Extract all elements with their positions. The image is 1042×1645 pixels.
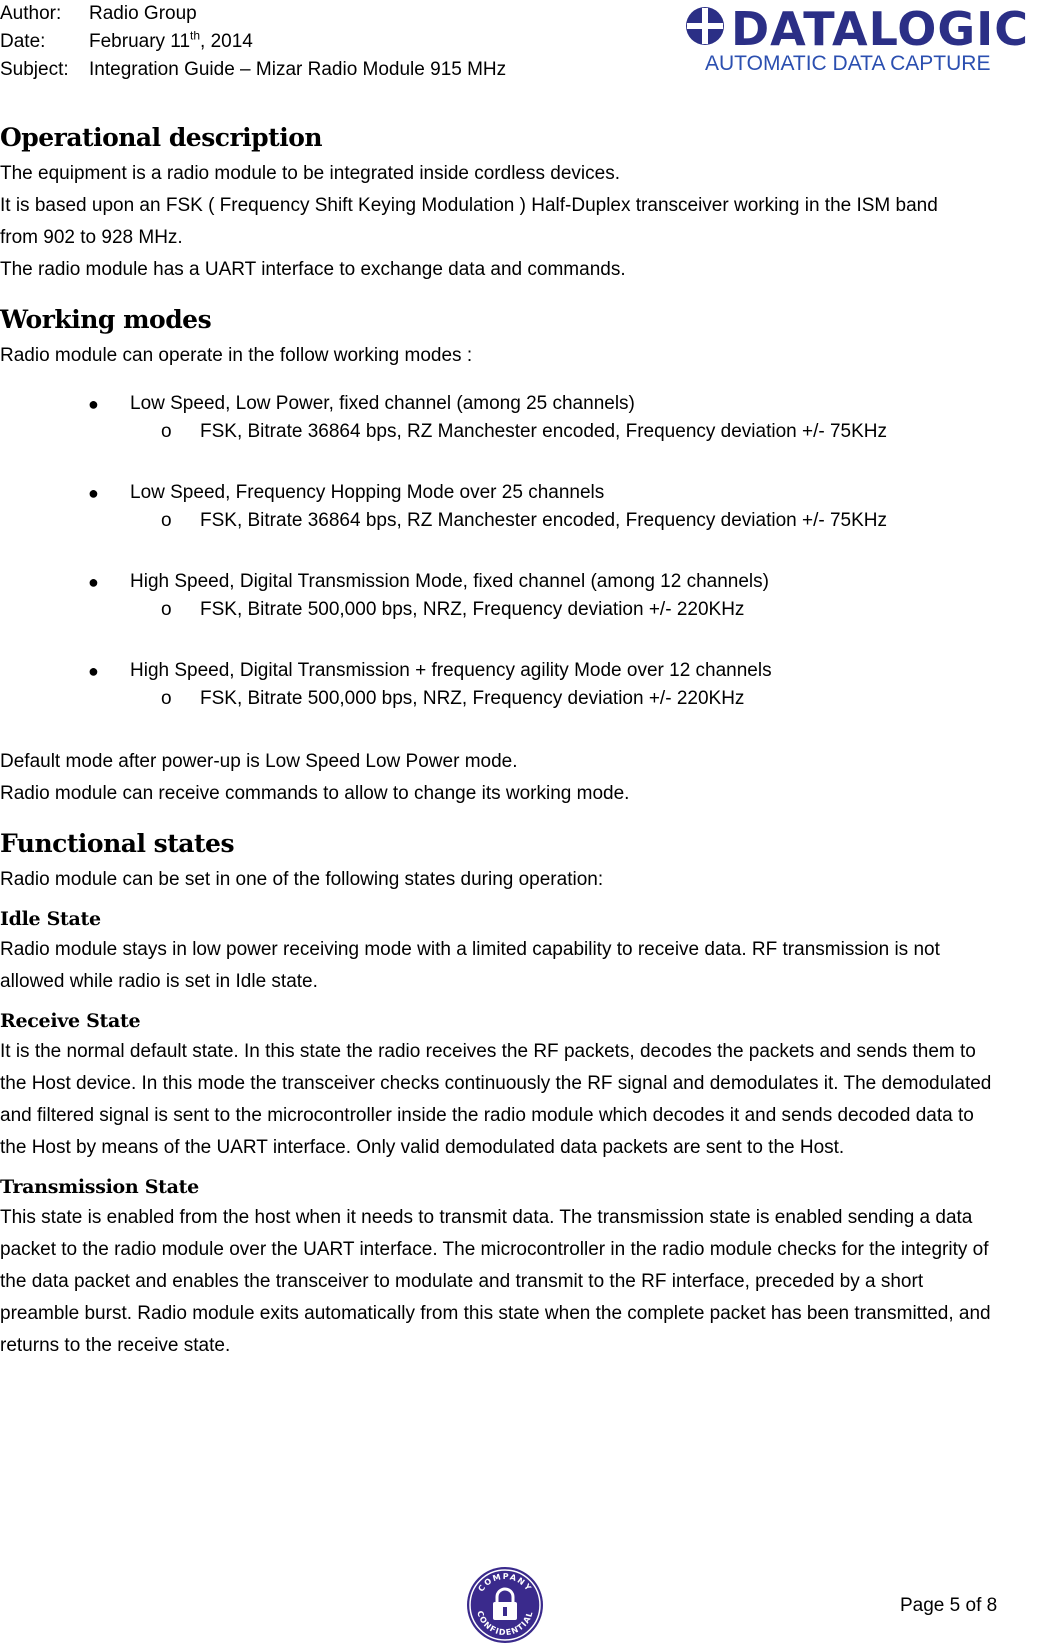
- list-item: o FSK, Bitrate 36864 bps, RZ Manchester encoded, Frequency deviation +/- 75KHz: [130, 418, 1042, 446]
- subject-row: [0, 56, 506, 84]
- idle-text: Radio module stays in low power receiving mode with a limited capability to receive data. RF transmission is not allowed while radio is set in Idle state.: [0, 939, 940, 992]
- document-header: [0, 0, 506, 84]
- list-item: o FSK, Bitrate 500,000 bps, NRZ, Frequency deviation +/- 220KHz: [130, 685, 1042, 713]
- author-label: Author:: [0, 3, 62, 24]
- list-item: o FSK, Bitrate 36864 bps, RZ Manchester encoded, Frequency deviation +/- 75KHz: [130, 507, 1042, 535]
- list-item: ● High Speed, Digital Transmission + frequency agility Mode over 12 channels o FSK, Bitrate 500,000 bps, NRZ, Frequency deviation +/- 220KHz: [0, 657, 1042, 713]
- operational-p3: The radio module has a UART interface to exchange data and commands.: [0, 259, 626, 280]
- heading-receive-state: Receive State: [0, 1010, 141, 1032]
- document-body: [0, 118, 1042, 1362]
- circle-bullet-icon: o: [161, 510, 172, 531]
- functional-intro: Radio module can be set in one of the following states during operation:: [0, 869, 604, 890]
- company-confidential-seal: [465, 1565, 545, 1645]
- bullet-icon: ●: [88, 394, 99, 414]
- heading-working-modes: Working modes: [0, 305, 212, 334]
- bullet-icon: ●: [88, 483, 99, 503]
- list-item: o FSK, Bitrate 500,000 bps, NRZ, Frequency deviation +/- 220KHz: [130, 596, 1042, 624]
- logo-tagline-text: AUTOMATIC DATA CAPTURE: [705, 52, 991, 75]
- bullet-icon: ●: [88, 661, 99, 681]
- author-value: Radio Group: [89, 3, 197, 24]
- circle-bullet-icon: o: [161, 599, 172, 620]
- circle-bullet-icon: o: [161, 421, 172, 442]
- logo-brand-text: DATALOGIC: [731, 2, 1030, 56]
- operational-p1: The equipment is a radio module to be integrated inside cordless devices.: [0, 163, 620, 184]
- list-item: ● High Speed, Digital Transmission Mode, fixed channel (among 12 channels) o FSK, Bitrate 500,000 bps, NRZ, Frequency deviation +/- 220KHz: [0, 568, 1042, 624]
- date-value: February 11th, 2014: [89, 28, 253, 52]
- svg-text:COMPANY: COMPANY: [476, 1571, 534, 1594]
- date-row: [0, 28, 506, 56]
- default-mode-text: Default mode after power-up is Low Speed Low Power mode.: [0, 751, 518, 772]
- heading-operational: Operational description: [0, 123, 323, 152]
- circle-bullet-icon: o: [161, 688, 172, 709]
- list-item: ● Low Speed, Frequency Hopping Mode over 25 channels o FSK, Bitrate 36864 bps, RZ Manchester encoded, Frequency deviation +/- 75KHz: [0, 479, 1042, 535]
- list-item: ● Low Speed, Low Power, fixed channel (among 25 channels) o FSK, Bitrate 36864 bps, RZ Manchester encoded, Frequency deviation +/- 75KHz: [0, 390, 1042, 446]
- heading-transmission-state: Transmission State: [0, 1176, 199, 1198]
- date-label: Date:: [0, 31, 46, 52]
- author-row: [0, 0, 506, 28]
- heading-functional-states: Functional states: [0, 829, 235, 858]
- svg-text:CONFIDENTIAL: CONFIDENTIAL: [475, 1609, 535, 1638]
- page-number: Page 5 of 8: [900, 1595, 998, 1616]
- subject-label: Subject:: [0, 59, 69, 80]
- operational-p2: It is based upon an FSK ( Frequency Shift Keying Modulation ) Half-Duplex transceiver working in the ISM band from 902 to 928 MHz.: [0, 195, 938, 248]
- receive-text: It is the normal default state. In this state the radio receives the RF packets, decodes the packets and sends them to the Host device. In this mode the transceiver checks continuously the RF signal and demodulates it. The demodulated and filtered signal is sent to the microcontroller inside the radio module which decodes it and sends decoded data to the Host by means of the UART interface. Only valid demodulated data packets are sent to the Host.: [0, 1041, 992, 1158]
- transmission-text: This state is enabled from the host when it needs to transmit data. The transmission state is enabled sending a data packet to the radio module over the UART interface. The microcontroller in the radio module checks for the integrity of the data packet and enables the transceiver to modulate and transmit to the RF interface, preceded by a short preamble burst. Radio module exits automatically from this state when the complete packet has been transmitted, and returns to the receive state.: [0, 1207, 991, 1356]
- datalogic-logo: [683, 2, 1042, 78]
- working-modes-list: [0, 390, 1042, 713]
- heading-idle-state: Idle State: [0, 908, 101, 930]
- working-intro: Radio module can operate in the follow working modes :: [0, 345, 473, 366]
- change-mode-text: Radio module can receive commands to allow to change its working mode.: [0, 783, 630, 804]
- subject-value: Integration Guide – Mizar Radio Module 915 MHz: [89, 59, 507, 80]
- bullet-icon: ●: [88, 572, 99, 592]
